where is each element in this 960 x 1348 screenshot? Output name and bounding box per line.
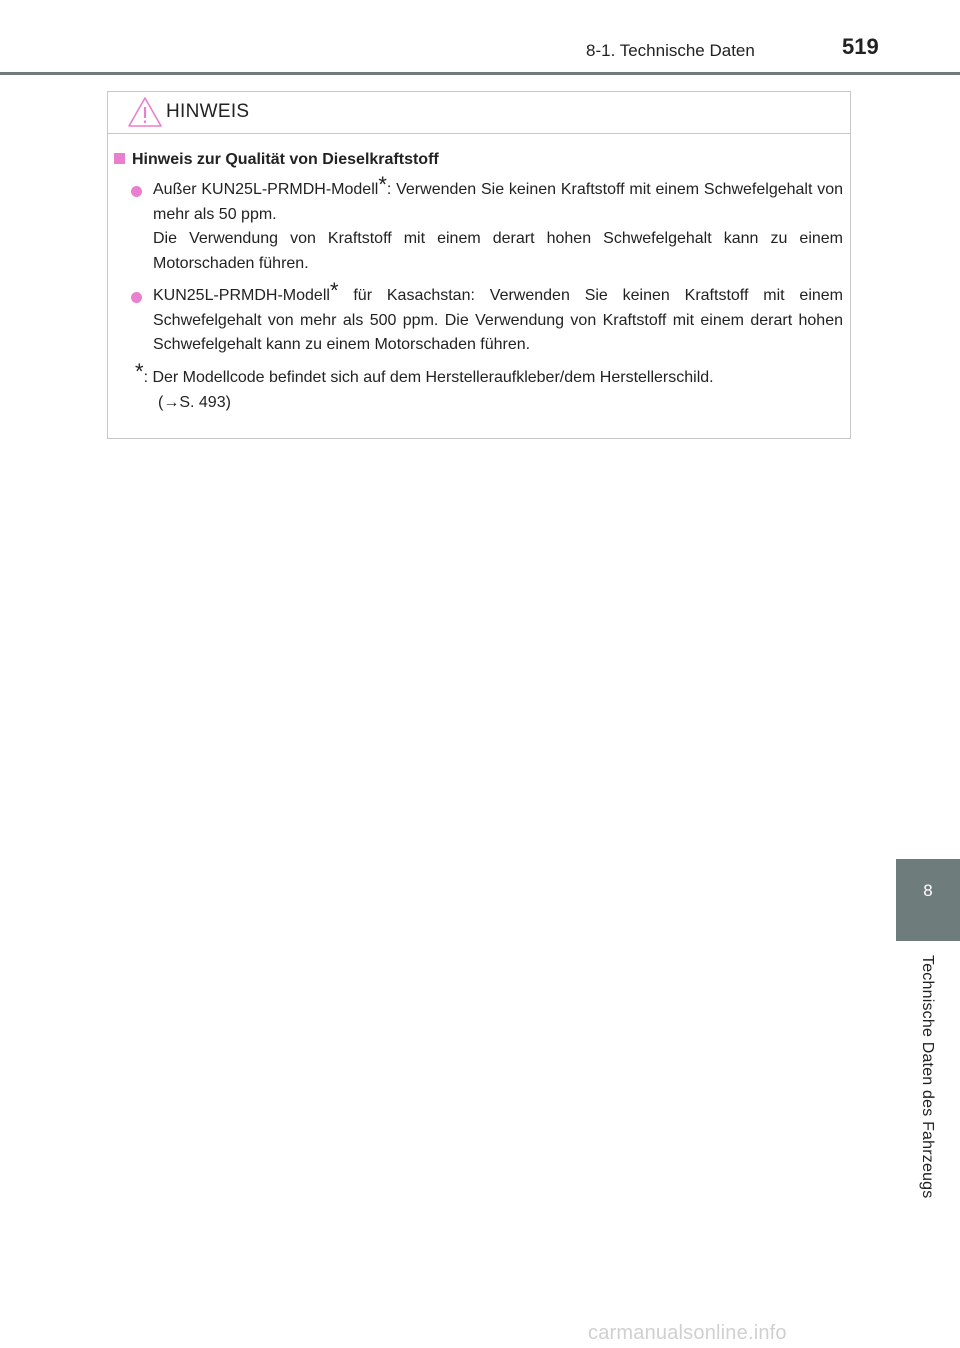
item-text-continued: Die Verwendung von Kraftstoff mit einem derart hohen Schwefelgehalt kann zu einem Motorschaden führen. bbox=[153, 230, 843, 272]
list-item bbox=[153, 278, 843, 358]
chapter-label: Technische Daten des Fahrzeugs bbox=[919, 955, 936, 1199]
page-number: 519 bbox=[842, 34, 879, 59]
footnote-star: * bbox=[378, 172, 387, 197]
footnote bbox=[135, 359, 845, 415]
square-bullet-icon bbox=[114, 153, 125, 164]
round-bullet-icon bbox=[131, 186, 142, 197]
item-lead: KUN25L-PRMDH-Modell bbox=[153, 287, 330, 304]
header-divider bbox=[0, 72, 960, 75]
warning-triangle-icon bbox=[127, 96, 163, 128]
chapter-number: 8 bbox=[923, 881, 933, 900]
footnote-marker: * bbox=[135, 359, 144, 384]
item-lead: Außer KUN25L-PRMDH-Modell bbox=[153, 181, 379, 198]
watermark: carmanualsonline.info bbox=[588, 1322, 787, 1344]
footnote-star: * bbox=[329, 278, 339, 303]
page-reference-link[interactable]: (→S. 493) bbox=[158, 393, 231, 411]
notice-header bbox=[108, 92, 850, 134]
notice-subheading bbox=[114, 151, 439, 169]
header-section-title: 8-1. Technische Daten bbox=[586, 41, 755, 60]
chapter-tab[interactable] bbox=[896, 859, 960, 941]
item-text: für Kasachstan: Verwenden Sie keinen Kraftstoff mit einem Schwefelgehalt von mehr als 500 ppm. Die Verwendung von Kraftstoff mit einem derart hohen Schwefelgehalt kann zu einem Motorschaden führen. bbox=[153, 287, 843, 353]
item-text: : Verwenden Sie keinen Kraftstoff mit einem Schwefelgehalt von mehr als 50 ppm. bbox=[153, 181, 844, 223]
footnote-text: : Der Modellcode befindet sich auf dem Herstelleraufkleber/dem Herstellerschild. bbox=[143, 369, 714, 386]
notice-box bbox=[107, 91, 851, 439]
round-bullet-icon bbox=[131, 292, 142, 303]
notice-title: HINWEIS bbox=[166, 101, 250, 122]
list-item bbox=[153, 172, 844, 276]
notice-subheading-text: Hinweis zur Qualität von Dieselkraftstoff bbox=[132, 151, 439, 168]
